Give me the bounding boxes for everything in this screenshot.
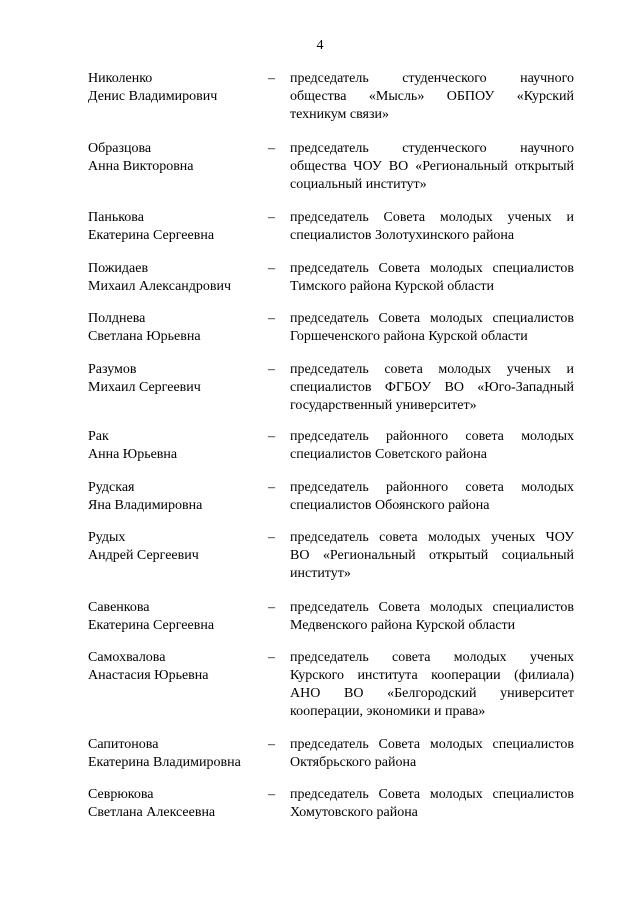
surname: Панькова	[88, 210, 144, 225]
role-line: Октябрьского района	[290, 755, 417, 770]
member-role	[290, 70, 574, 124]
given-name: Светлана Алексеевна	[88, 805, 216, 820]
role-line: институт»	[290, 566, 351, 581]
surname: Николенко	[88, 71, 153, 86]
given-name: Анна Викторовна	[88, 159, 194, 174]
member-name	[88, 260, 260, 296]
member-role	[290, 361, 574, 415]
dash: –	[268, 71, 275, 86]
role-line: специалистов ФГБОУ ВО «Юго-Западный	[290, 380, 574, 395]
role-line: Медвенского района Курской области	[290, 618, 516, 633]
given-name: Михаил Сергеевич	[88, 380, 201, 395]
member-name	[88, 529, 260, 565]
given-name: Михаил Александрович	[88, 279, 232, 294]
member-role	[290, 736, 574, 772]
dash: –	[268, 210, 275, 225]
role-line: председатель совета молодых ученых ЧОУ	[290, 530, 574, 545]
member-role	[290, 209, 574, 245]
role-line: специалистов Золотухинского района	[290, 228, 515, 243]
role-line: Тимского района Курской области	[290, 279, 495, 294]
role-line: председатель студенческого научного	[290, 141, 574, 156]
role-line: Горшеченского района Курской области	[290, 329, 528, 344]
surname: Пожидаев	[88, 261, 149, 276]
member-name	[88, 209, 260, 245]
surname: Разумов	[88, 362, 137, 377]
role-line: председатель районного совета молодых	[290, 429, 574, 444]
given-name: Светлана Юрьевна	[88, 329, 201, 344]
role-line: ВО «Региональный открытый социальный	[290, 548, 574, 563]
role-line: кооперации, экономики и права»	[290, 704, 486, 719]
member-role	[290, 428, 574, 464]
role-line: общества «Мысль» ОБПОУ «Курский	[290, 89, 574, 104]
member-name	[88, 599, 260, 635]
role-line: председатель Совета молодых специалистов	[290, 737, 574, 752]
member-name	[88, 310, 260, 346]
given-name: Екатерина Сергеевна	[88, 228, 215, 243]
member-role	[290, 649, 574, 721]
given-name: Денис Владимирович	[88, 89, 218, 104]
member-role	[290, 140, 574, 194]
dash: –	[268, 600, 275, 615]
surname: Севрюкова	[88, 787, 154, 802]
member-role	[290, 599, 574, 635]
role-line: техникум связи»	[290, 107, 390, 122]
member-name	[88, 140, 260, 176]
dash: –	[268, 737, 275, 752]
surname: Рудская	[88, 480, 135, 495]
dash: –	[268, 480, 275, 495]
role-line: председатель совета молодых ученых	[290, 650, 574, 665]
member-name	[88, 361, 260, 397]
member-name	[88, 70, 260, 106]
member-name	[88, 428, 260, 464]
surname: Савенкова	[88, 600, 150, 615]
role-line: социальный институт»	[290, 177, 427, 192]
given-name: Екатерина Сергеевна	[88, 618, 215, 633]
surname: Образцова	[88, 141, 152, 156]
dash: –	[268, 261, 275, 276]
dash: –	[268, 429, 275, 444]
role-line: специалистов Советского района	[290, 447, 487, 462]
role-line: Хомутовского района	[290, 805, 418, 820]
surname: Сапитонова	[88, 737, 159, 752]
surname: Полднева	[88, 311, 146, 326]
surname: Самохвалова	[88, 650, 166, 665]
role-line: председатель совета молодых ученых и	[290, 362, 574, 377]
role-line: председатель Совета молодых специалистов	[290, 311, 574, 326]
given-name: Екатерина Владимировна	[88, 755, 241, 770]
member-role	[290, 260, 574, 296]
given-name: Анна Юрьевна	[88, 447, 178, 462]
page-number: 4	[316, 38, 324, 53]
member-role	[290, 529, 574, 583]
role-line: Курского института кооперации (филиала)	[290, 668, 574, 683]
surname: Рак	[88, 429, 109, 444]
member-role	[290, 479, 574, 515]
role-line: председатель районного совета молодых	[290, 480, 574, 495]
member-role	[290, 310, 574, 346]
role-line: председатель Совета молодых ученых и	[290, 210, 574, 225]
member-name	[88, 479, 260, 515]
dash: –	[268, 311, 275, 326]
dash: –	[268, 141, 275, 156]
role-line: общества ЧОУ ВО «Региональный открытый	[290, 159, 574, 174]
role-line: председатель Совета молодых специалистов	[290, 261, 574, 276]
member-name	[88, 736, 260, 772]
dash: –	[268, 530, 275, 545]
given-name: Андрей Сергеевич	[88, 548, 199, 563]
role-line: государственный университет»	[290, 398, 477, 413]
given-name: Яна Владимировна	[88, 498, 203, 513]
member-name	[88, 649, 260, 685]
role-line: председатель Совета молодых специалистов	[290, 787, 574, 802]
role-line: специалистов Обоянского района	[290, 498, 490, 513]
surname: Рудых	[88, 530, 126, 545]
role-line: АНО ВО «Белгородский университет	[290, 686, 574, 701]
member-role	[290, 786, 574, 822]
member-name	[88, 786, 260, 822]
given-name: Анастасия Юрьевна	[88, 668, 209, 683]
dash: –	[268, 787, 275, 802]
role-line: председатель студенческого научного	[290, 71, 574, 86]
role-line: председатель Совета молодых специалистов	[290, 600, 574, 615]
dash: –	[268, 362, 275, 377]
dash: –	[268, 650, 275, 665]
